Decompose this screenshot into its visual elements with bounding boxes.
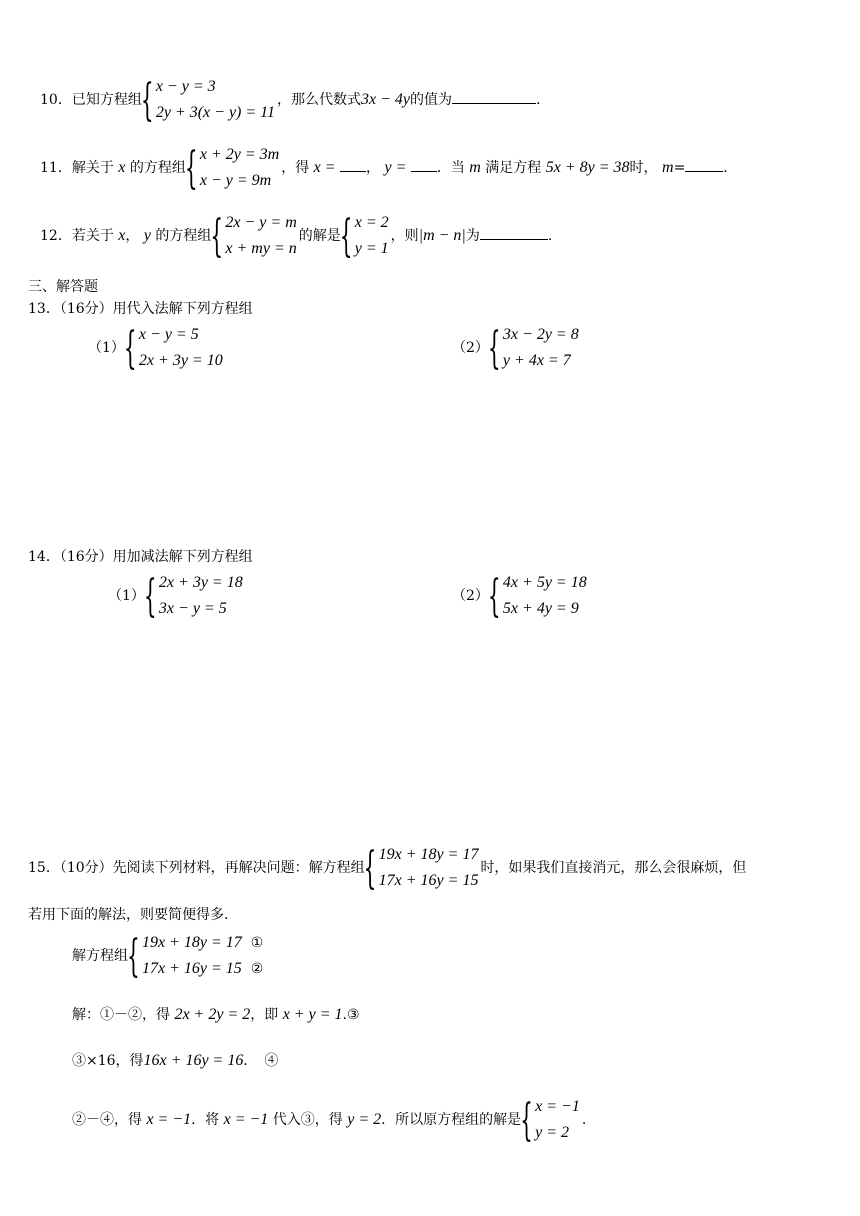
q15-s1a: 解：①－②，得	[72, 1007, 170, 1023]
q11-sep: ，	[366, 160, 381, 176]
q12-var-x: x	[118, 227, 126, 244]
q14-title: 14．（16分）用加减法解下列方程组	[28, 549, 253, 565]
q13-title: 13．（16分）用代入法解下列方程组	[28, 301, 253, 317]
q14-p2-label: （2）	[452, 588, 489, 604]
q12-then: ，则	[390, 228, 419, 244]
q14-p2-eq1: { 4x + 5y = 18	[502, 574, 587, 591]
q15-intro2: 时，如果我们直接消元，那么会很麻烦，但	[480, 860, 747, 876]
q15-eq2: 17x + 16y = 15	[378, 872, 479, 889]
q11-eq2: x − y = 9m	[199, 172, 272, 189]
q12-system	[213, 210, 296, 262]
q11-time: 时，	[629, 160, 658, 176]
q15-solve-eq2: 17x + 16y = 15	[142, 960, 242, 977]
q15-circle-2: ②	[250, 961, 264, 977]
q14-p1-label: （1）	[108, 588, 145, 604]
q15-final-solution	[523, 1094, 580, 1146]
q15-final-sol1: { x = −1	[535, 1098, 580, 1115]
q11-x-blank[interactable]	[340, 157, 366, 172]
section-3-heading: 三、解答题	[28, 279, 98, 295]
q11-eq3: 5x + 8y = 38	[545, 159, 630, 176]
question-11	[40, 142, 728, 194]
q12-sol2: y = 1	[354, 240, 389, 257]
q15-s3d: ．所以原方程组的解是	[381, 1112, 522, 1128]
q12-number: 12．若关于	[40, 228, 114, 244]
q15-end: .	[581, 1112, 587, 1128]
q14-p1-eq1: { 2x + 3y = 18	[158, 574, 243, 591]
q13-p2-label: （2）	[452, 340, 489, 356]
q11-m-var: m	[662, 159, 674, 176]
q15-s3c: 代入③，得	[272, 1112, 343, 1128]
q10-eq2: 2y + 3(x − y) = 11	[155, 104, 275, 121]
q15-s3a: ②－④，得	[72, 1112, 142, 1128]
q15-s3-eq: x = −1	[146, 1111, 192, 1128]
q14-p1-eq2: 3x − y = 5	[158, 600, 227, 617]
q11-eqsign: =	[673, 160, 686, 176]
q15-system	[367, 842, 479, 894]
q14-p1-system	[147, 570, 243, 622]
q13-p1-eq2: 2x + 3y = 10	[138, 352, 223, 369]
q15-s3-eq3: y = 2	[347, 1111, 382, 1128]
q12-is: 为	[465, 228, 480, 244]
q15-s1b: ，即	[250, 1007, 279, 1023]
q15-s2a: ③×16，得	[72, 1053, 144, 1069]
q15-step3	[72, 1094, 586, 1146]
q10-end: .	[536, 92, 541, 108]
q10-eq1: { x − y = 3	[155, 78, 216, 95]
q12-comma: ，	[125, 228, 140, 244]
q15-solve-system	[130, 930, 263, 982]
q11-x-eq: x =	[313, 159, 336, 176]
q15-s1-eq: 2x + 2y = 2	[174, 1006, 251, 1023]
q10-tail2: 的值为	[410, 92, 452, 108]
q13-p2-eq1: { 3x − 2y = 8	[502, 326, 579, 343]
q11-satisfy: 满足方程	[485, 160, 542, 176]
question-12	[40, 210, 552, 262]
q12-abs: |m − n|	[418, 227, 466, 244]
q13-part2	[452, 322, 581, 374]
q15-s3b: ．将	[191, 1112, 220, 1128]
q14-p2-system	[491, 570, 587, 622]
q10-expression: 3x − 4y	[361, 91, 410, 108]
q11-label: 的方程组	[129, 160, 186, 176]
q10-number: 10．已知方程组	[40, 92, 142, 108]
q11-y-blank[interactable]	[411, 157, 437, 172]
q10-system	[144, 74, 275, 126]
q13-p2-system	[491, 322, 579, 374]
q13-p1-label: （1）	[88, 340, 125, 356]
q15-solve-row2	[142, 956, 263, 982]
q14-part1	[108, 570, 245, 622]
q13-part1	[88, 322, 225, 374]
q15-circle-1: ①	[250, 935, 264, 951]
q11-m-blank[interactable]	[685, 157, 723, 172]
q15-step2	[72, 1050, 278, 1070]
q15-intro-line	[28, 842, 746, 894]
question-10	[40, 74, 540, 126]
q11-eq1: { x + 2y = 3m	[199, 146, 280, 163]
q15-final-sol2: y = 2	[535, 1124, 570, 1141]
q11-end: .	[723, 160, 728, 176]
q11-m: m	[469, 159, 481, 176]
q15-s3-eq2: x = −1	[223, 1111, 269, 1128]
q14-part2	[452, 570, 589, 622]
q15-solve-eq1: 19x + 18y = 17	[142, 934, 242, 951]
q11-y-eq: y =	[384, 159, 407, 176]
q13-p1-eq1: { x − y = 5	[138, 326, 199, 343]
q15-s1-eq2: x + y = 1	[282, 1006, 343, 1023]
q12-solution	[343, 210, 389, 262]
q12-eq2: x + my = n	[225, 240, 297, 257]
q13-p1-system	[127, 322, 223, 374]
q12-eq1: { 2x − y = m	[225, 214, 297, 231]
q11-when: ．当	[436, 160, 465, 176]
q12-end: .	[547, 228, 553, 244]
q12-var-y: y	[143, 227, 151, 244]
q11-get: ，得	[281, 160, 310, 176]
q15-solve-row1	[142, 930, 263, 956]
q11-system	[188, 142, 279, 194]
q15-solve-block	[72, 930, 265, 982]
q12-answer-blank[interactable]	[480, 225, 548, 240]
q14-p2-eq2: 5x + 4y = 9	[502, 600, 579, 617]
q15-line2: 若用下面的解法，则要简便得多.	[28, 907, 229, 923]
q15-intro: 15．（10分）先阅读下列材料，再解决问题：解方程组	[28, 860, 365, 876]
q12-sol1: { x = 2	[354, 214, 389, 231]
q15-s1c: .③	[342, 1007, 360, 1023]
q15-s2-eq: 16x + 16y = 16	[143, 1052, 244, 1069]
q10-tail: ，那么代数式	[277, 92, 361, 108]
q11-var-x: x	[118, 159, 126, 176]
q10-answer-blank[interactable]	[452, 89, 536, 104]
q15-solve-label: 解方程组	[72, 948, 128, 964]
q13-p2-eq2: y + 4x = 7	[502, 352, 571, 369]
q15-step1	[72, 1004, 360, 1024]
q12-label: 的方程组	[155, 228, 212, 244]
q15-eq1: { 19x + 18y = 17	[378, 846, 479, 863]
q15-s2b: ． ④	[243, 1053, 279, 1069]
q11-number: 11．解关于	[40, 160, 114, 176]
q12-sol-label: 的解是	[298, 228, 341, 244]
